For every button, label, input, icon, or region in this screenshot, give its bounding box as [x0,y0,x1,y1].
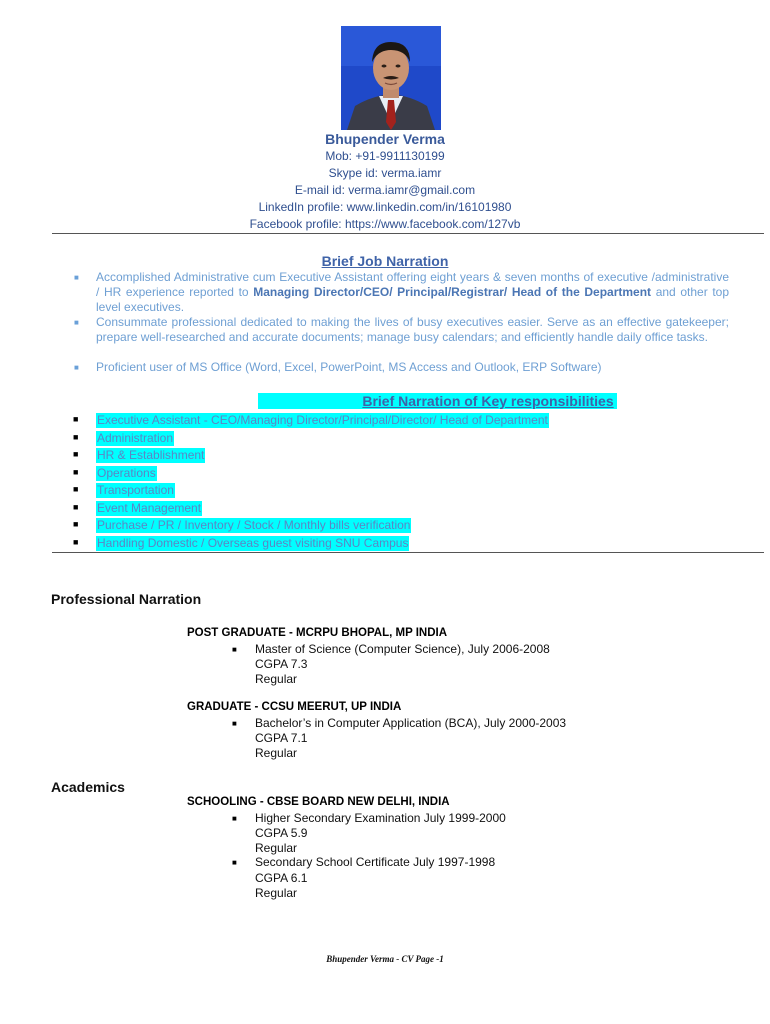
responsibility-item: Handling Domestic / Overseas guest visiting SNU Campus [97,536,409,550]
job-narration-item-1 [96,270,729,315]
graduate-heading: GRADUATE - CCSU MEERUT, UP INDIA [187,701,402,713]
profile-photo [341,26,441,130]
page-footer: Bhupender Verma - CV Page -1 [326,954,444,964]
graduate-cgpa: CGPA 7.1 [255,731,308,745]
professional-section-title: Professional Narration [51,591,202,607]
bullet-icon: ■ [232,719,237,728]
bullet-icon: ■ [232,814,237,823]
bullet-icon: ■ [232,645,237,654]
bullet-icon: ■ [73,432,79,442]
graduate-mode: Regular [255,746,298,760]
responsibility-item: HR & Establishment [97,448,205,462]
bullet-icon: ■ [74,273,79,282]
post-graduate-mode: Regular [255,672,298,686]
header-divider [52,233,764,234]
bullet-icon: ■ [73,502,79,512]
bullet-icon: ■ [232,858,237,867]
bullet-icon: ■ [73,484,79,494]
job-narration-item-1-text-a: Accomplished Administrative cum Executive Assistant offering eight years & seven months of executive /administrative / HR experience reported to [96,270,729,299]
responsibility-item: Transportation [97,483,174,497]
candidate-name: Bhupender Verma [325,131,445,147]
higher-secondary-mode: Regular [255,841,298,855]
job-narration-item-2: Consummate professional dedicated to making the lives of busy executives easier. Serve as an effective gatekeeper; prepare well-researched and accurate documents; manage busy calendars; and efficiently handle daily office tasks. [96,315,729,344]
bullet-icon: ■ [73,449,79,459]
skype-id: Skype id: verma.iamr [328,166,442,180]
job-narration-item-1-text-b: and other top level executives. [96,285,729,314]
secondary-school-exam: Secondary School Certificate July 1997-1998 [255,855,496,869]
academics-section-title: Academics [51,779,125,795]
linkedin-profile: LinkedIn profile: www.linkedin.com/in/16101980 [258,200,512,214]
responsibility-item: Executive Assistant - CEO/Managing Director/Principal/Director/ Head of Department [97,413,548,427]
post-graduate-heading: POST GRADUATE - MCRPU BHOPAL, MP INDIA [187,627,448,639]
post-graduate-degree: Master of Science (Computer Science), July 2006-2008 [255,642,550,656]
secondary-school-cgpa: CGPA 6.1 [255,871,308,885]
job-narration-item-1-bold: Managing Director/CEO/ Principal/Registrar/ Head of the Department [253,285,652,299]
bullet-icon: ■ [73,537,79,547]
mobile-number: Mob: +91-9911130199 [325,149,445,163]
secondary-school-mode: Regular [255,886,298,900]
bullet-icon: ■ [74,363,79,372]
bullet-icon: ■ [73,467,79,477]
responsibilities-divider [52,552,764,553]
facebook-profile: Facebook profile: https://www.facebook.com/127vb [249,217,521,231]
responsibilities-title-wrap [0,393,770,411]
higher-secondary-cgpa: CGPA 5.9 [255,826,308,840]
graduate-degree: Bachelor’s in Computer Application (BCA), July 2000-2003 [255,716,567,730]
responsibility-item: Event Management [97,501,202,515]
responsibility-item: Operations [97,466,156,480]
responsibilities-title: Brief Narration of Key responsibilities [258,393,616,409]
responsibility-item: Purchase / PR / Inventory / Stock / Monthly bills verification [97,518,411,532]
higher-secondary-exam: Higher Secondary Examination July 1999-2000 [255,811,506,825]
email-address: E-mail id: verma.iamr@gmail.com [294,183,476,197]
bullet-icon: ■ [73,414,79,424]
bullet-icon: ■ [73,519,79,529]
post-graduate-cgpa: CGPA 7.3 [255,657,308,671]
job-narration-title: Brief Job Narration [321,253,449,269]
bullet-icon: ■ [74,318,79,327]
job-narration-item-3: Proficient user of MS Office (Word, Excel, PowerPoint, MS Access and Outlook, ERP Software) [96,360,602,374]
schooling-heading: SCHOOLING - CBSE BOARD NEW DELHI, INDIA [187,796,450,808]
responsibility-item: Administration [97,431,174,445]
